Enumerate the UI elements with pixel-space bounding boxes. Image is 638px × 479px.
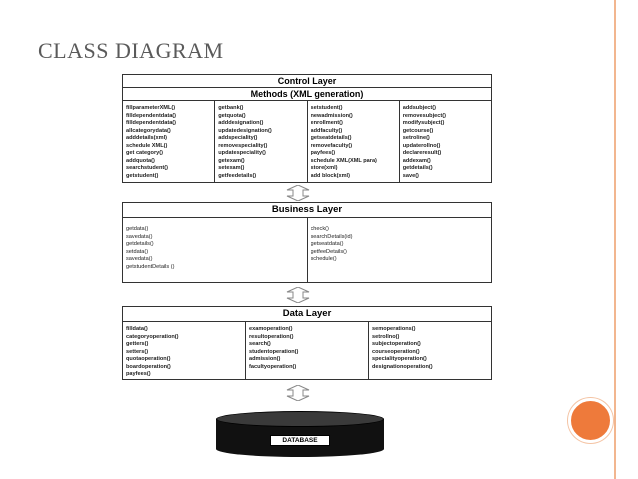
method-item: getters() [126, 341, 149, 347]
method-item: enrollment() [310, 120, 343, 126]
database-cylinder [216, 411, 384, 457]
method-item: payfees() [126, 371, 151, 377]
method-item: filldependentdata() [126, 112, 177, 119]
method-item: add block(xml) [310, 172, 350, 179]
control-layer-subtitle: Methods (XML generation) [123, 88, 491, 101]
method-item: declareresult() [402, 150, 442, 156]
method-item: updaterollno() [402, 142, 441, 149]
method-item: addexam() [402, 157, 431, 164]
method-item: setexam() [218, 165, 245, 171]
method-item: subjectoperation() [372, 341, 421, 347]
method-item: save() [402, 172, 419, 179]
method-item: savedata() [126, 233, 153, 240]
method-item: addfaculty() [310, 127, 343, 134]
business-layer-title: Business Layer [123, 203, 491, 218]
method-item: examoperation() [249, 326, 293, 332]
method-item: updatedesignation() [218, 127, 272, 134]
control-layer-column [123, 101, 215, 183]
method-item: filldata() [126, 326, 148, 332]
method-item: getfeedetails() [218, 172, 257, 179]
data-layer-column [123, 322, 246, 379]
method-item: getdetails() [402, 165, 433, 171]
method-item: boardoperation() [126, 363, 171, 370]
method-item: schedule XML(XML para) [310, 157, 377, 164]
method-item: getstudentDetails () [126, 263, 175, 270]
method-item: setters() [126, 348, 149, 355]
method-item: modifysubject() [402, 120, 445, 126]
method-item: setrollno() [372, 333, 400, 340]
method-item: setroline() [402, 135, 430, 141]
method-item: check() [310, 226, 329, 232]
method-item: search() [249, 341, 271, 347]
data-layer-column [369, 322, 491, 379]
method-item: courseoperation() [372, 348, 420, 355]
business-layer-column [308, 218, 492, 282]
method-item: getquota() [218, 112, 246, 119]
decorative-orange-circle [568, 398, 613, 443]
method-item: specialityoperation() [372, 356, 427, 362]
method-item: studentoperation() [249, 348, 299, 355]
method-item: designationoperation() [372, 363, 433, 370]
method-item: fillparameterXML() [126, 105, 176, 111]
method-item: schedule() [310, 256, 337, 262]
method-item: savedata() [126, 256, 153, 262]
method-item: get category() [126, 150, 163, 156]
method-item: removesubject() [402, 112, 446, 119]
method-item: schedule XML() [126, 142, 168, 149]
method-item: getexam() [218, 157, 245, 164]
method-item: removespeciality() [218, 142, 268, 149]
method-item: filldependentdata() [126, 120, 177, 126]
control-layer-column [308, 101, 400, 183]
method-item: allcategorydata() [126, 127, 171, 134]
method-item: payfees() [310, 150, 336, 156]
method-item: setdata() [126, 248, 149, 255]
method-item: addspeciality() [218, 135, 258, 141]
method-item: facultyoperation() [249, 363, 297, 370]
method-item: addsubject() [402, 105, 437, 111]
method-item: getbank() [218, 105, 244, 111]
control-layer-column [215, 101, 307, 183]
business-layer-box [122, 202, 492, 283]
method-item: admission() [249, 356, 281, 362]
business-layer-column [123, 218, 308, 282]
method-item: newadmission() [310, 112, 353, 119]
database-label: DATABASE [270, 435, 330, 446]
method-item: removefaculty() [310, 142, 353, 149]
data-layer-column [246, 322, 369, 379]
control-layer-box [122, 74, 492, 183]
method-item: getfeeDetails() [310, 248, 347, 255]
method-item: getseatdata() [310, 241, 344, 247]
database-cylinder-top [216, 411, 384, 427]
method-item: getcourse() [402, 127, 434, 134]
double-arrow-connector [283, 287, 313, 303]
method-item: getseatdetails() [310, 135, 352, 141]
method-item: categoryoperation() [126, 333, 179, 340]
double-arrow-connector [283, 385, 313, 401]
control-layer-title: Control Layer [123, 75, 491, 88]
method-item: searchstudent() [126, 165, 168, 171]
method-item: adddetails(xml) [126, 135, 168, 141]
method-item: store(xml) [310, 165, 338, 171]
method-item: setstudent() [310, 105, 343, 111]
method-item: quotaoperation() [126, 356, 171, 362]
method-item: addquota() [126, 157, 155, 164]
method-item: getdetails() [126, 241, 154, 247]
double-arrow-connector [283, 185, 313, 201]
data-layer-box [122, 306, 492, 380]
control-layer-column [400, 101, 491, 183]
method-item: getdata() [126, 226, 149, 232]
method-item: updatespeciality() [218, 150, 266, 156]
slide-title: CLASS DIAGRAM [38, 38, 224, 63]
data-layer-title: Data Layer [123, 307, 491, 322]
method-item: getstudent() [126, 172, 159, 179]
method-item: searchDetails(id) [310, 233, 353, 240]
method-item: semoperations() [372, 326, 416, 332]
decorative-vertical-line [614, 0, 616, 479]
method-item: resultoperation() [249, 333, 294, 340]
method-item: adddesignation() [218, 120, 264, 126]
